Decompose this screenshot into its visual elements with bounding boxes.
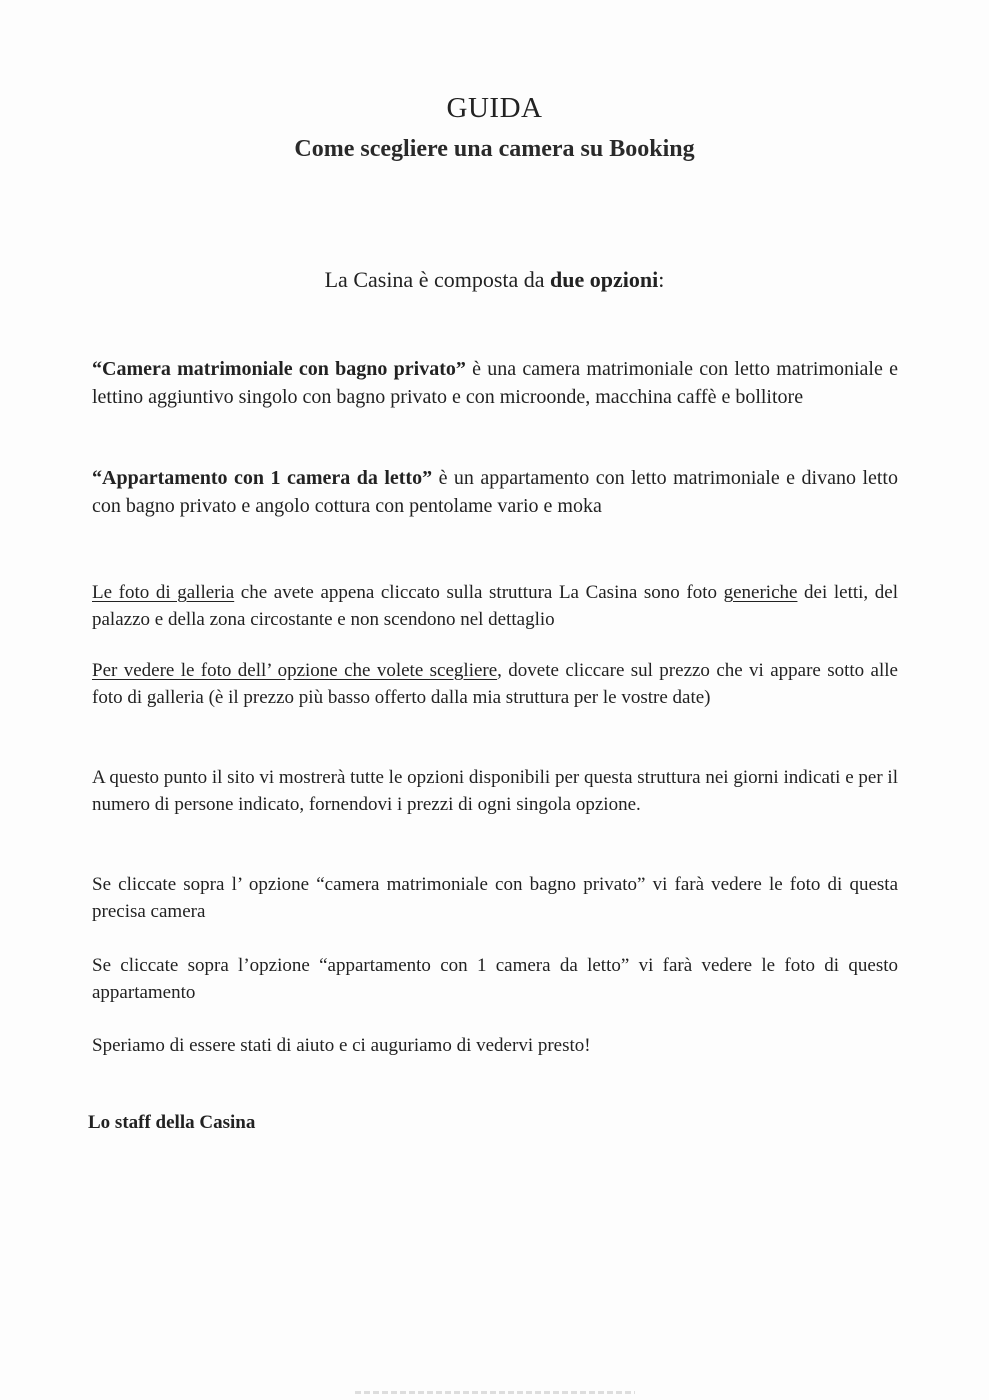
intro-line [0, 267, 989, 293]
price-note-text: , dovete cliccare sul prezzo che vi appare sotto alle foto di galleria (è il prezzo più basso offerto dalla mia struttura per le vostre date) [92, 660, 898, 708]
option-apartment-paragraph [92, 464, 898, 520]
gallery-note-text-1: che avete appena cliccato sulla struttura La Casina sono foto [234, 582, 724, 603]
closing-paragraph: Speriamo di essere stati di aiuto e ci auguriamo di vedervi presto! [92, 1035, 591, 1056]
options-note-paragraph: A questo punto il sito vi mostrerà tutte le opzioni disponibili per questa struttura nei giorni indicati e per il numero di persone indicato, fornendovi i prezzi di ogni singola opzione. [92, 767, 898, 815]
apartment-note-paragraph: Se cliccate sopra l’opzione “appartamento con 1 camera da letto” vi farà vedere le foto di questo appartamento [92, 955, 898, 1003]
gallery-note-paragraph [92, 579, 898, 633]
signature: Lo staff della Casina [88, 1112, 256, 1133]
document-title: GUIDA [446, 92, 543, 124]
option-apartment-description: è un appartamento con letto matrimoniale e divano letto con bagno privato e angolo cottura con pentolame vario e moka [92, 467, 898, 517]
option-camera-paragraph [92, 355, 898, 411]
gallery-note-text-2: dei letti, del palazzo e della zona circostante e non scendono nel dettaglio [92, 582, 898, 630]
document-subtitle: Come scegliere una camera su Booking [294, 136, 695, 162]
camera-note-paragraph: Se cliccate sopra l’ opzione “camera matrimoniale con bagno privato” vi farà vedere le foto di questa precisa camera [92, 874, 898, 922]
bottom-scan-mark [355, 1391, 635, 1394]
intro-text: La Casina è composta da [324, 267, 551, 292]
intro-colon: : [658, 267, 665, 292]
gallery-photos-underlined: Le foto di galleria [92, 582, 235, 603]
option-camera-name: “Camera matrimoniale con bagno privato” [92, 358, 466, 380]
intro-bold: due opzioni [550, 267, 659, 292]
price-note-underlined: Per vedere le foto dell’ opzione che volete scegliere [92, 660, 498, 681]
price-note-paragraph [92, 657, 898, 711]
option-apartment-name: “Appartamento con 1 camera da letto” [92, 467, 433, 489]
generic-underlined: generiche [723, 582, 798, 603]
option-camera-description: è una camera matrimoniale con letto matrimoniale e lettino aggiuntivo singolo con bagno privato e con microonde, macchina caffè e bollitore [92, 358, 898, 408]
